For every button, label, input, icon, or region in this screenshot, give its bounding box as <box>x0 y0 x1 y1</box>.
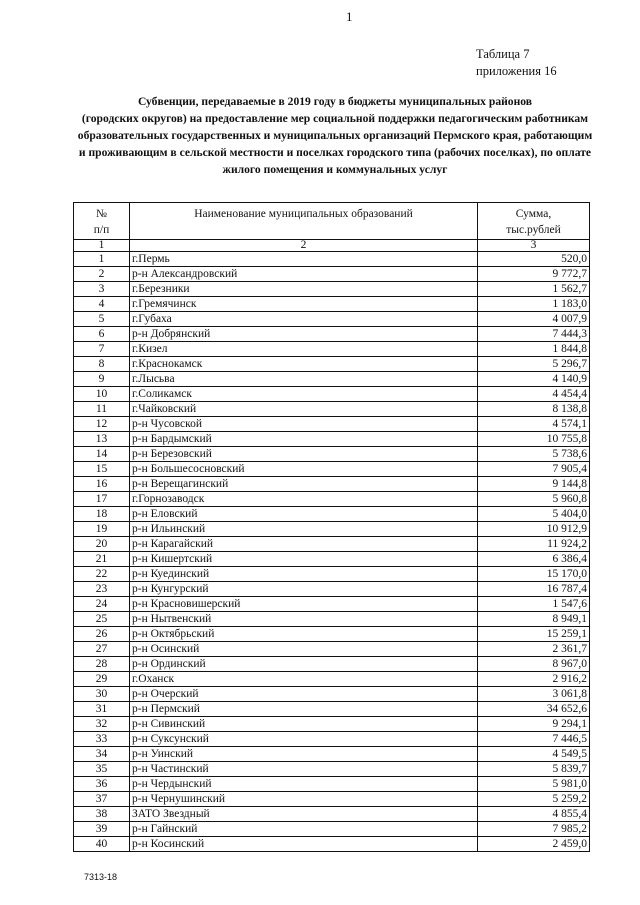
row-name: р-н Очерский <box>130 687 478 702</box>
row-sum: 2 459,0 <box>478 837 590 852</box>
row-name: г.Березники <box>130 282 478 297</box>
row-number: 37 <box>74 792 130 807</box>
page-number: 1 <box>346 9 353 24</box>
row-number: 20 <box>74 537 130 552</box>
row-sum: 16 787,4 <box>478 582 590 597</box>
row-number: 7 <box>74 342 130 357</box>
table-row <box>74 807 590 822</box>
row-number: 2 <box>74 267 130 282</box>
row-number: 10 <box>74 387 130 402</box>
row-sum: 8 967,0 <box>478 657 590 672</box>
table-row <box>74 282 590 297</box>
row-name: р-н Ильинский <box>130 522 478 537</box>
table-row <box>74 567 590 582</box>
row-name: р-н Добрянский <box>130 327 478 342</box>
row-sum: 2 916,2 <box>478 672 590 687</box>
row-number: 21 <box>74 552 130 567</box>
row-sum: 5 259,2 <box>478 792 590 807</box>
row-number: 13 <box>74 432 130 447</box>
row-name: г.Губаха <box>130 312 478 327</box>
row-name: р-н Суксунский <box>130 732 478 747</box>
row-sum: 4 855,4 <box>478 807 590 822</box>
row-sum: 520,0 <box>478 252 590 267</box>
row-name: р-н Осинский <box>130 642 478 657</box>
row-name: р-н Чусовской <box>130 417 478 432</box>
table-row <box>74 462 590 477</box>
row-name: г.Краснокамск <box>130 357 478 372</box>
table-row <box>74 582 590 597</box>
row-sum: 9 294,1 <box>478 717 590 732</box>
title-line: жилого помещения и коммунальных услуг <box>222 163 448 176</box>
row-sum: 7 985,2 <box>478 822 590 837</box>
row-number: 19 <box>74 522 130 537</box>
row-sum: 8 138,8 <box>478 402 590 417</box>
row-number: 36 <box>74 777 130 792</box>
header-number: № п/п <box>74 203 130 240</box>
row-name: р-н Березовский <box>130 447 478 462</box>
row-name: р-н Чердынский <box>130 777 478 792</box>
row-number: 34 <box>74 747 130 762</box>
title-line: образовательных государственных и муниципальных организаций Пермского края, работающим <box>77 129 593 142</box>
row-number: 31 <box>74 702 130 717</box>
row-number: 38 <box>74 807 130 822</box>
table-row <box>74 372 590 387</box>
row-name: г.Пермь <box>130 252 478 267</box>
row-name: р-н Большесосновский <box>130 462 478 477</box>
table-row <box>74 657 590 672</box>
table-row <box>74 642 590 657</box>
title-line: (городских округов) на предоставление мер социальной поддержки педагогическим работникам <box>81 112 589 125</box>
row-sum: 11 924,2 <box>478 537 590 552</box>
row-number: 8 <box>74 357 130 372</box>
table-row <box>74 342 590 357</box>
table-row <box>74 417 590 432</box>
row-sum: 10 755,8 <box>478 432 590 447</box>
column-number-row <box>74 240 590 252</box>
row-name: р-н Кунгурский <box>130 582 478 597</box>
row-number: 18 <box>74 507 130 522</box>
row-name: г.Горнозаводск <box>130 492 478 507</box>
row-sum: 1 562,7 <box>478 282 590 297</box>
row-number: 40 <box>74 837 130 852</box>
row-sum: 3 061,8 <box>478 687 590 702</box>
row-number: 23 <box>74 582 130 597</box>
table-row <box>74 837 590 852</box>
table-row <box>74 687 590 702</box>
table-row <box>74 327 590 342</box>
table-row <box>74 492 590 507</box>
row-number: 14 <box>74 447 130 462</box>
row-number: 26 <box>74 627 130 642</box>
row-name: р-н Косинский <box>130 837 478 852</box>
row-number: 28 <box>74 657 130 672</box>
table-row <box>74 747 590 762</box>
row-number: 39 <box>74 822 130 837</box>
row-name: р-н Карагайский <box>130 537 478 552</box>
table-row <box>74 627 590 642</box>
row-number: 11 <box>74 402 130 417</box>
row-sum: 5 296,7 <box>478 357 590 372</box>
row-number: 22 <box>74 567 130 582</box>
row-name: г.Гремячинск <box>130 297 478 312</box>
row-sum: 5 404,0 <box>478 507 590 522</box>
row-number: 17 <box>74 492 130 507</box>
row-sum: 5 981,0 <box>478 777 590 792</box>
col-number: 2 <box>130 240 478 252</box>
row-sum: 34 652,6 <box>478 702 590 717</box>
table-row <box>74 597 590 612</box>
table-row <box>74 612 590 627</box>
row-sum: 8 949,1 <box>478 612 590 627</box>
row-sum: 10 912,9 <box>478 522 590 537</box>
row-number: 9 <box>74 372 130 387</box>
row-name: г.Лысьва <box>130 372 478 387</box>
row-name: р-н Александровский <box>130 267 478 282</box>
row-number: 16 <box>74 477 130 492</box>
row-number: 12 <box>74 417 130 432</box>
row-sum: 4 574,1 <box>478 417 590 432</box>
row-sum: 4 454,4 <box>478 387 590 402</box>
table-row <box>74 357 590 372</box>
table-row <box>74 702 590 717</box>
row-sum: 15 259,1 <box>478 627 590 642</box>
row-name: г.Кизел <box>130 342 478 357</box>
row-sum: 1 183,0 <box>478 297 590 312</box>
col-number: 1 <box>74 240 130 252</box>
row-name: р-н Верещагинский <box>130 477 478 492</box>
table-row <box>74 297 590 312</box>
row-sum: 5 839,7 <box>478 762 590 777</box>
row-name: р-н Октябрьский <box>130 627 478 642</box>
footer-code: 7313-18 <box>84 872 118 882</box>
row-number: 35 <box>74 762 130 777</box>
table-row <box>74 402 590 417</box>
table-row <box>74 522 590 537</box>
row-sum: 7 446,5 <box>478 732 590 747</box>
title-line: и проживающим в сельской местности и поселках городского типа (рабочих поселках), по оплате <box>78 146 592 159</box>
row-name: р-н Уинский <box>130 747 478 762</box>
table-row <box>74 717 590 732</box>
row-number: 6 <box>74 327 130 342</box>
table-row <box>74 732 590 747</box>
row-number: 32 <box>74 717 130 732</box>
table-row <box>74 762 590 777</box>
row-name: р-н Гайнский <box>130 822 478 837</box>
title-line: Субвенции, передаваемые в 2019 году в бюджеты муниципальных районов <box>137 95 533 108</box>
row-sum: 15 170,0 <box>478 567 590 582</box>
row-name: р-н Сивинский <box>130 717 478 732</box>
table-row <box>74 672 590 687</box>
row-name: р-н Бардымский <box>130 432 478 447</box>
row-number: 30 <box>74 687 130 702</box>
table-row <box>74 822 590 837</box>
table-row <box>74 447 590 462</box>
row-number: 27 <box>74 642 130 657</box>
row-sum: 9 144,8 <box>478 477 590 492</box>
row-number: 24 <box>74 597 130 612</box>
table-row <box>74 312 590 327</box>
row-number: 33 <box>74 732 130 747</box>
row-name: р-н Нытвенский <box>130 612 478 627</box>
table-row <box>74 792 590 807</box>
row-sum: 4 007,9 <box>478 312 590 327</box>
table-row <box>74 252 590 267</box>
subsidies-table <box>73 202 590 852</box>
row-name: р-н Чернушинский <box>130 792 478 807</box>
row-name: р-н Еловский <box>130 507 478 522</box>
row-name: р-н Частинский <box>130 762 478 777</box>
table-row <box>74 537 590 552</box>
header-name: Наименование муниципальных образований <box>130 203 478 240</box>
row-sum: 2 361,7 <box>478 642 590 657</box>
row-number: 4 <box>74 297 130 312</box>
table-row <box>74 432 590 447</box>
table-row <box>74 507 590 522</box>
row-number: 3 <box>74 282 130 297</box>
col-number: 3 <box>478 240 590 252</box>
table-ref-line1: Таблица 7 <box>476 47 530 61</box>
row-name: р-н Красновишерский <box>130 597 478 612</box>
table-header-row <box>74 203 590 240</box>
row-sum: 6 386,4 <box>478 552 590 567</box>
table-row <box>74 387 590 402</box>
row-number: 1 <box>74 252 130 267</box>
row-number: 25 <box>74 612 130 627</box>
document-title <box>70 93 600 178</box>
header-sum: Сумма, тыс.рублей <box>478 203 590 240</box>
table-row <box>74 552 590 567</box>
row-number: 15 <box>74 462 130 477</box>
row-sum: 9 772,7 <box>478 267 590 282</box>
row-name: р-н Куединский <box>130 567 478 582</box>
row-sum: 4 549,5 <box>478 747 590 762</box>
table-row <box>74 267 590 282</box>
row-sum: 1 844,8 <box>478 342 590 357</box>
row-sum: 1 547,6 <box>478 597 590 612</box>
row-name: ЗАТО Звездный <box>130 807 478 822</box>
row-number: 29 <box>74 672 130 687</box>
table-ref-line2: приложения 16 <box>476 64 557 78</box>
row-sum: 7 444,3 <box>478 327 590 342</box>
row-sum: 7 905,4 <box>478 462 590 477</box>
row-name: г.Оханск <box>130 672 478 687</box>
row-name: г.Соликамск <box>130 387 478 402</box>
table-reference <box>476 46 557 80</box>
table-row <box>74 777 590 792</box>
row-sum: 5 738,6 <box>478 447 590 462</box>
row-number: 5 <box>74 312 130 327</box>
row-name: р-н Ординский <box>130 657 478 672</box>
table-row <box>74 477 590 492</box>
row-sum: 4 140,9 <box>478 372 590 387</box>
row-name: р-н Кишертский <box>130 552 478 567</box>
row-name: р-н Пермский <box>130 702 478 717</box>
row-name: г.Чайковский <box>130 402 478 417</box>
row-sum: 5 960,8 <box>478 492 590 507</box>
